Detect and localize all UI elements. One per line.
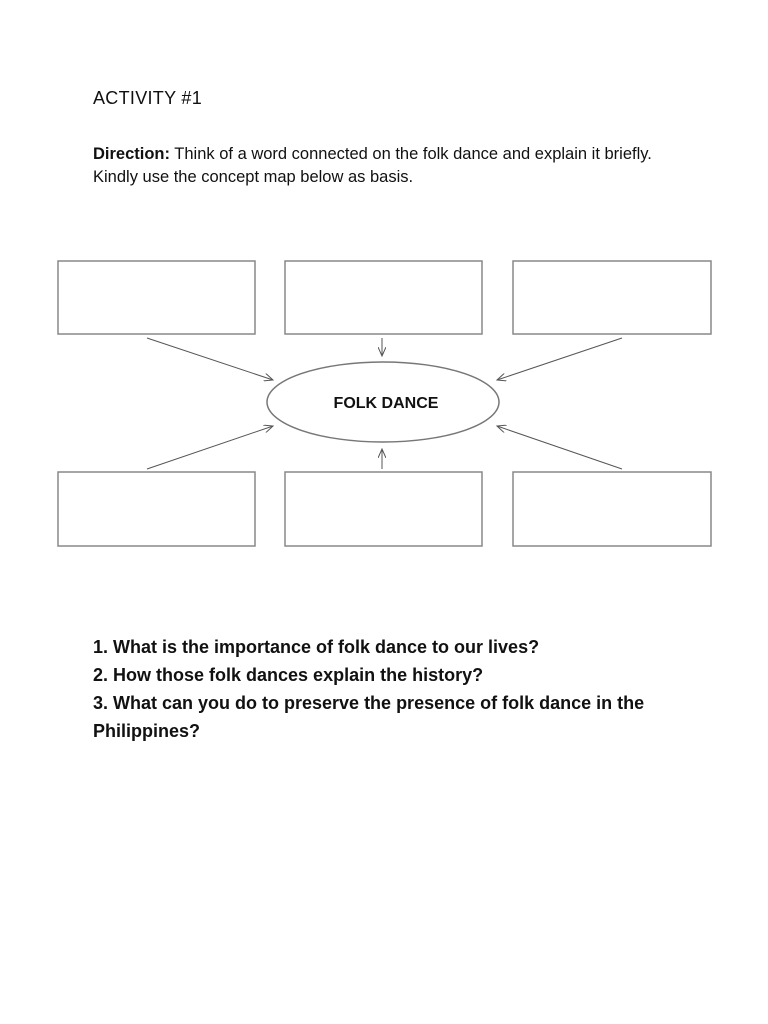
question-item: 1. What is the importance of folk dance to our lives? (93, 637, 540, 657)
direction-label: Direction: (93, 145, 171, 163)
arrow-bottom-left (147, 426, 273, 469)
concept-box-top-center[interactable] (285, 261, 482, 334)
question-item: 2. How those folk dances explain the history? (93, 665, 484, 685)
arrow-bottom-right (497, 426, 622, 469)
concept-box-bottom-left[interactable] (58, 472, 255, 546)
activity-title: ACTIVITY #1 (93, 88, 203, 108)
arrow-top-right (497, 338, 622, 380)
question-item: 3. What can you do to preserve the presence of folk dance in the Philippines? (93, 693, 645, 741)
concept-box-top-right[interactable] (513, 261, 711, 334)
question-list (93, 633, 653, 745)
concept-box-bottom-right[interactable] (513, 472, 711, 546)
direction-body: Think of a word connected on the folk dance and explain it briefly. Kindly use the concept map below as basis. (93, 145, 652, 186)
concept-box-bottom-center[interactable] (285, 472, 482, 546)
arrow-top-left (147, 338, 273, 380)
concept-box-top-left[interactable] (58, 261, 255, 334)
center-label: FOLK DANCE (333, 395, 439, 412)
